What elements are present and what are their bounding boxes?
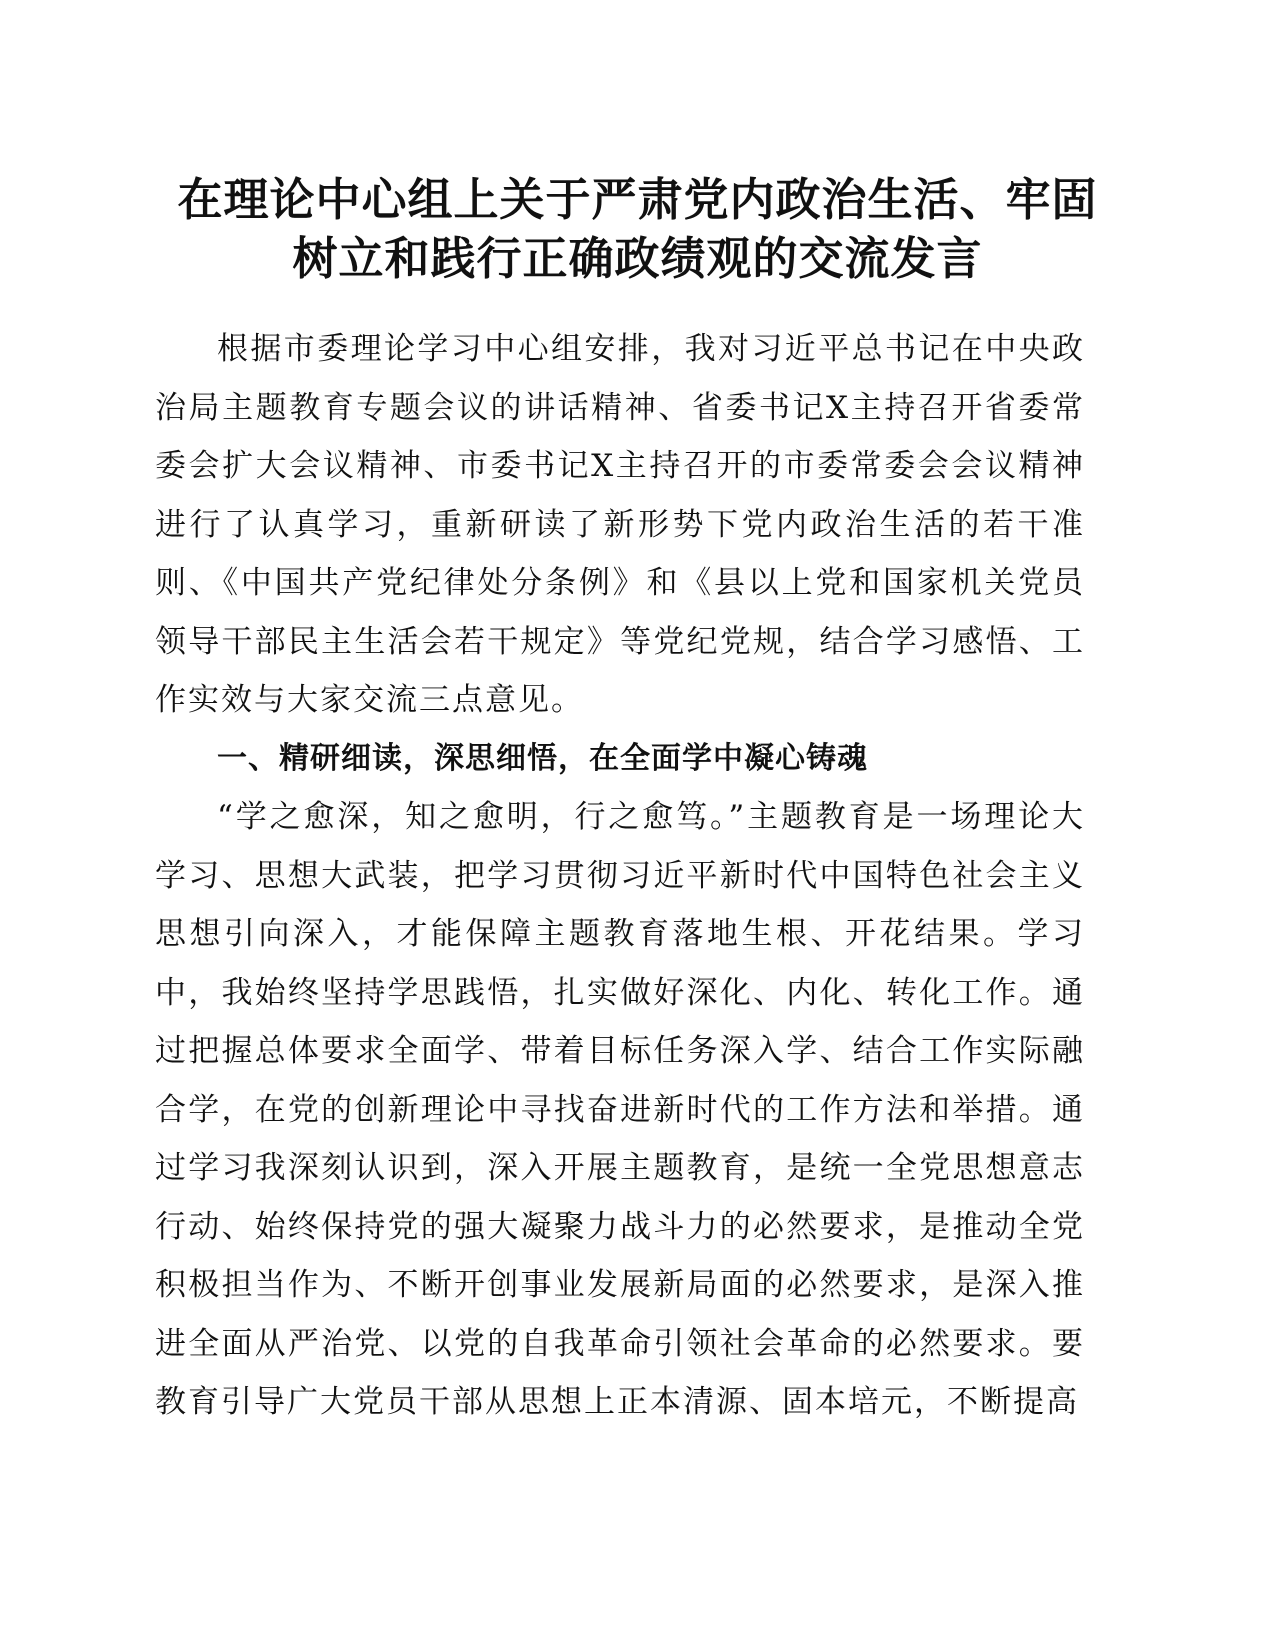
section-1-paragraph: “学之愈深，知之愈明，行之愈笃。”主题教育是一场理论大学习、思想大武装，把学习贯彻习近平新时代中国特色社会主义思想引向深入，才能保障主题教育落地生根、开花结果。学习中，我始终坚持学思践悟，扎实做好深化、内化、转化工作。通过把握总体要求全面学、带着目标任务深入学、结合工作实际融合学，在党的创新理论中寻找奋进新时代的工作方法和举措。通过学习我深刻认识到，深入开展主题教育，是统一全党思想意志行动、始终保持党的强大凝聚力战斗力的必然要求，是推动全党积极担当作为、不断开创事业发展新局面的必然要求，是深入推进全面从严治党、以党的自我革命引领社会革命的必然要求。要教育引导广大党员干部从思想上正本清源、固本培元，不断提高 [155, 799, 1085, 1420]
title-line-2: 树立和践行正确政绩观的交流发言 [292, 232, 983, 285]
intro-paragraph: 根据市委理论学习中心组安排，我对习近平总书记在中央政治局主题教育专题会议的讲话精神、省委书记X主持召开省委常委会扩大会议精神、市委书记X主持召开的市委常委会会议精神进行了认真学习，重新研读了新形势下党内政治生活的若干准则、《中国共产党纪律处分条例》和《县以上党和国家机关党员领导干部民主生活会若干规定》等党纪党规，结合学习感悟、工作实效与大家交流三点意见。 [155, 331, 1085, 718]
document-title [150, 170, 1125, 288]
title-line-1: 在理论中心组上关于严肃党内政治生活、牢固 [177, 173, 1098, 226]
section-heading-1: 一、精研细读，深思细悟，在全面学中凝心铸魂 [217, 740, 868, 776]
document-body [155, 320, 1085, 1432]
